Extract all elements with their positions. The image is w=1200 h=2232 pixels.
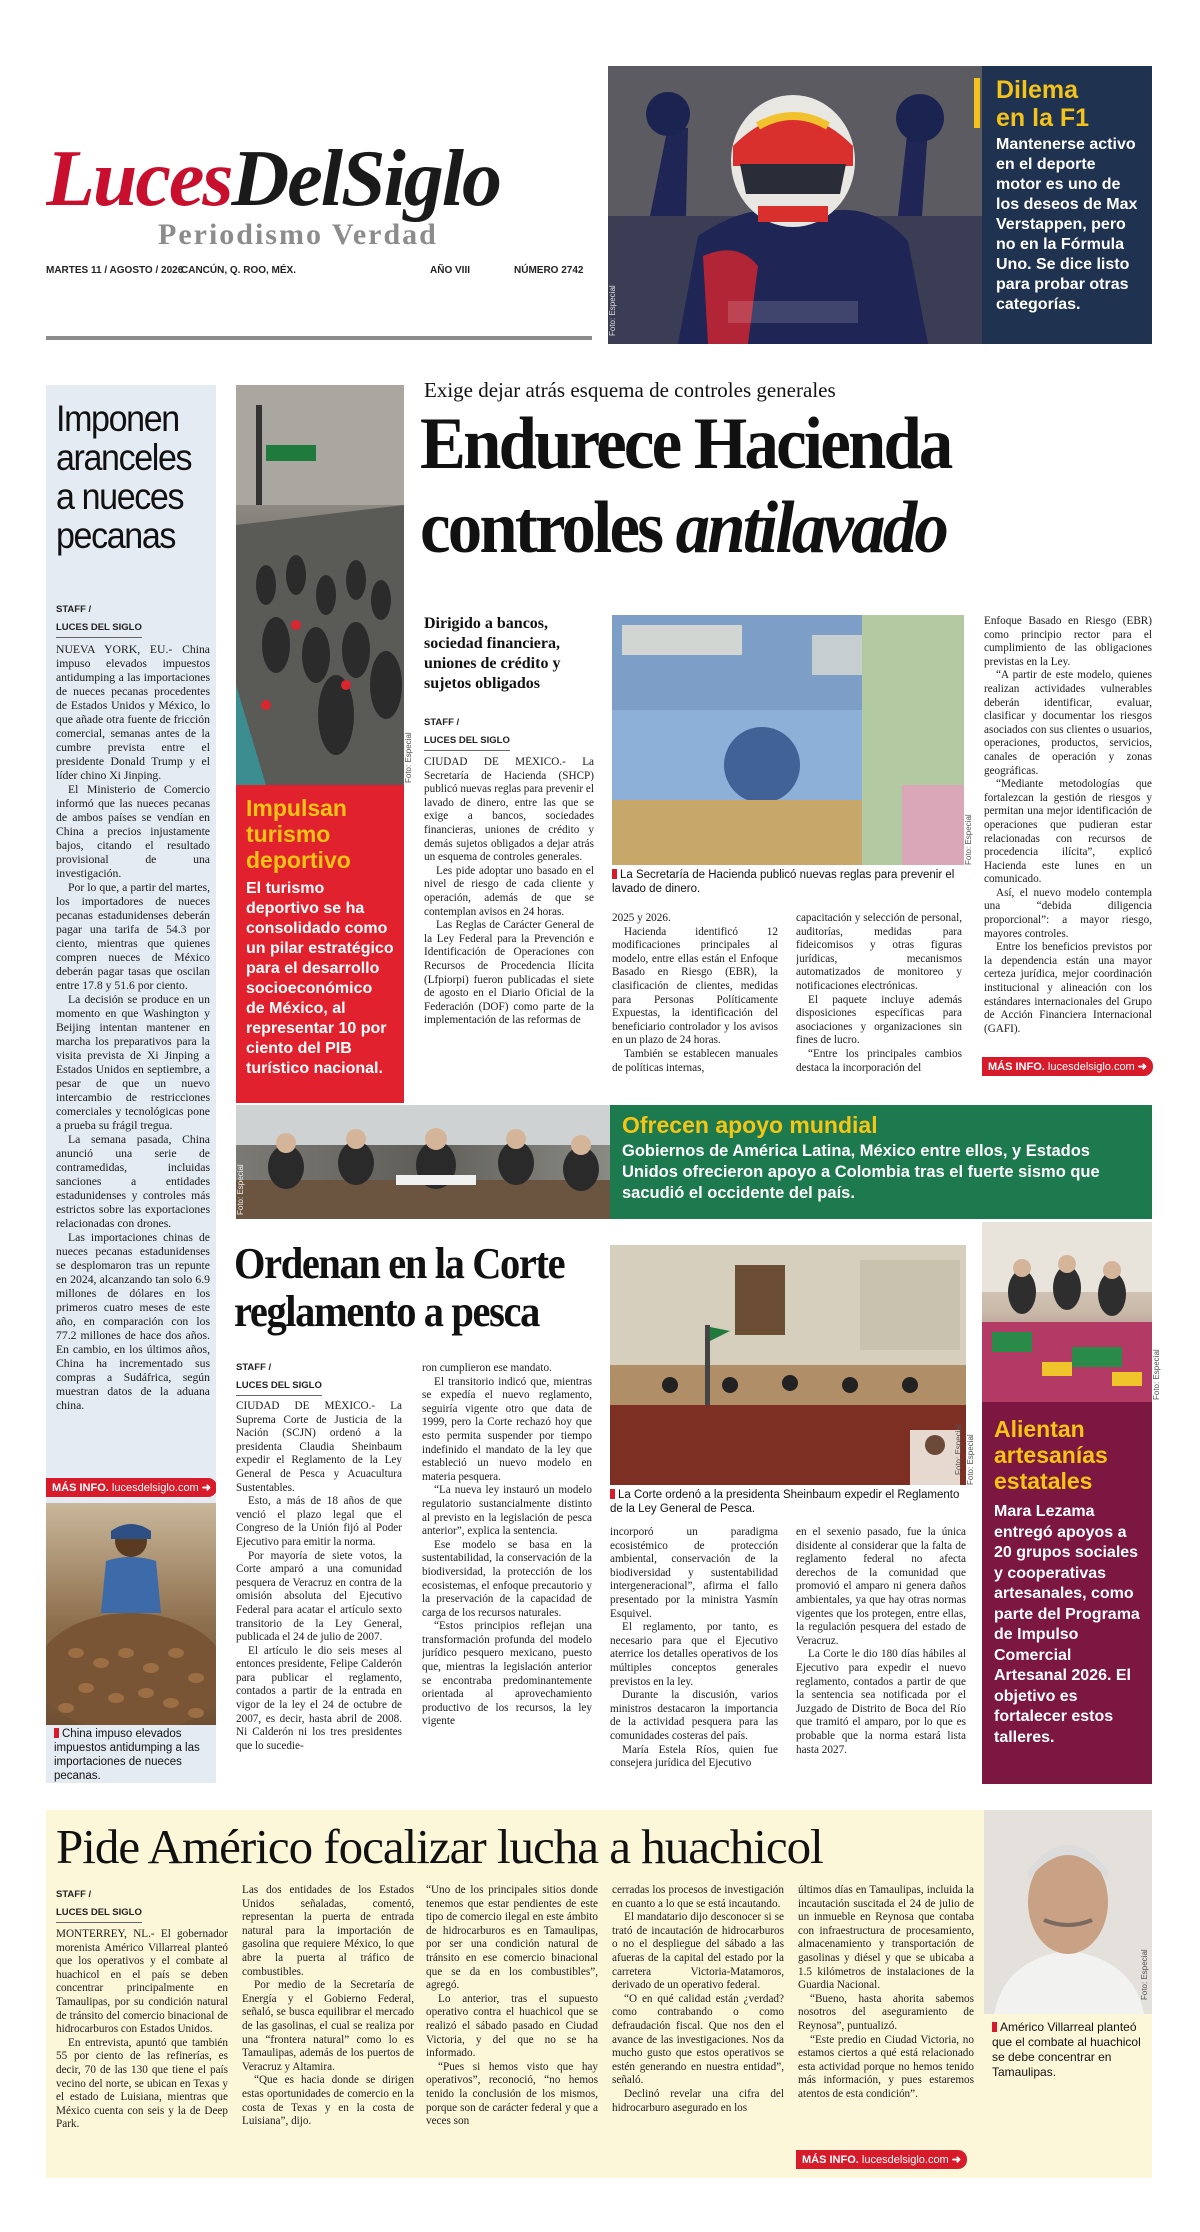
huachicol-c5-p1: últimos días en Tamaulipas, incluida la incautación suscitada el 24 de julio de un inmueble en Reynosa que contaba con infraestructura de procesamiento, almacenamiento y transportación de gasolinas y diésel y que se ubicaba a 1.5 kilómetros de instalaciones de la Guardia Nacional.	[798, 1884, 974, 1992]
corte-col-1	[236, 1400, 402, 1784]
mas-info-label: MÁS INFO.	[802, 2154, 859, 2166]
corte-caption: La Corte ordenó a la presidenta Sheinbaum expedir el Reglamento de la Ley General de Pesca.	[610, 1488, 966, 1516]
corte-c2-p5: “Estos principios reflejan una transformación profunda del modelo jurídico pesquero mexicano, puesto que, mientras la legislación anterior se encontraba predominantemente orientada al aprovechamiento productivo de los recursos, la ley vigente	[422, 1620, 592, 1728]
logo-delsiglo: DelSiglo	[231, 135, 500, 223]
masthead-rule	[46, 336, 592, 340]
huachicol-byline	[56, 1884, 142, 1923]
driver-illustration	[608, 66, 982, 344]
corte-c1-p3: Por mayoría de siete votos, la Corte amparó a una comunidad pesquera de Veracruz en contra de la omisión absoluta del Ejecutivo Federal para acatar el artículo sexto transitorio de la Ley General, publicada el 24 de julio de 2007.	[236, 1549, 402, 1644]
hacienda-c1-p2: Les pide adoptar uno basado en el nivel de riesgo de cada cliente y operación, además de que se contemplan avisos en 24 horas.	[424, 864, 594, 918]
apoyo-photo-credit: Foto: Especial	[236, 1164, 245, 1215]
aranceles-p3: Por lo que, a partir del martes, los importadores de nueces pecanas estadunidenses deberán pagar una tarifa de 54.3 por ciento, mientras que quienes compren nueces de México deberán pagar tasas que oscilan entre 17.8 y 51.6 por ciento.	[56, 881, 210, 992]
turismo-box	[236, 785, 404, 1103]
corte-credit-side	[966, 1415, 978, 1485]
billetes-credit-text: Foto: Especial	[964, 814, 973, 865]
masthead	[46, 130, 592, 345]
hacienda-c4-p5: Entre los beneficios previstos por la dependencia están una mayor certeza jurídica, mejor coordinación institucional y alineación con los estándares internacionales del Grupo de Acción Financiera Internacional (GAFI).	[984, 941, 1152, 1035]
huachicol-col-3	[426, 1884, 598, 2168]
huachicol-col-4	[612, 1884, 784, 2168]
huachicol-mas-info[interactable]: MÁS INFO. lucesdelsiglo.com ➜	[796, 2150, 967, 2169]
f1-title-1: Dilema	[996, 76, 1078, 104]
f1-photo-credit: Foto: Especial	[608, 285, 617, 336]
billetes-illustration	[612, 615, 964, 865]
marathon-illustration	[236, 385, 404, 785]
americo-caption: Américo Villarreal planteó que el combate al huachicol se debe concentrar en Tamaulipas.	[992, 2020, 1148, 2080]
aranceles-staff: STAFF /	[56, 604, 92, 615]
artesanias-illustration	[982, 1222, 1152, 1402]
huachicol-col-1	[56, 1928, 228, 2168]
apoyo-box	[610, 1105, 1152, 1219]
corte-c1-p4: El artículo le dio seis meses al entonces presidente, Felipe Calderón para publicar el reglamento, contados a partir de la entrada en vigor de la ley el 24 de octubre de 2007, es decir, hasta abril de 2008. Ni Calderón ni los tres presidentes que lo sucedie-	[236, 1644, 402, 1752]
huachicol-c1-p1: MONTERREY, NL.- El gobernador morenista Américo Villarreal planteó que los operativos y el combate al huachicol en el país se deben concentrar principalmente en Tamaulipas, por su condición natural de tránsito del comercio binacional de hidrocarburos con Estados Unidos.	[56, 1928, 228, 2036]
hacienda-col-3	[796, 912, 962, 1104]
huachicol-col-5	[798, 1884, 974, 2144]
tagline: Periodismo Verdad	[158, 218, 438, 251]
hacienda-c4-p4: Así, el nuevo modelo contempla una “debida diligencia proporcional”: a mayor riesgo, mayores controles.	[984, 886, 1152, 940]
corte-c4-p2: La Corte le dio 180 días hábiles al Ejecutivo para expedir el nuevo reglamento, contados a partir de que la sentencia sea notificada por el Juzgado de Distrito de Boca del Río que tramitó el amparo, por lo que es probable que la norma estará lista hasta 2027.	[796, 1648, 966, 1756]
turismo-photo	[236, 385, 404, 785]
edition-date: MARTES 11 / AGOSTO / 2026	[46, 265, 184, 276]
aranceles-p5: La semana pasada, China anunció una serie de contramedidas, incluidas sanciones a entidades estadunidenses y controles más estrictos sobre las exportaciones relacionadas con drones.	[56, 1133, 210, 1230]
aranceles-p6: Las importaciones chinas de nueces pecanas estadunidenses se desplomaron tras un repunte en 2024, alcanzando tan solo 6.9 millones de dólares en los primeros cuatro meses de este año, en comparación con los 77.2 millones de hace dos años. En cambio, en los últimos años, China ha incrementado sus compras a Sudáfrica, según muestran datos de la aduana china.	[56, 1231, 210, 1412]
sala-corte-illustration	[610, 1245, 966, 1485]
corte-c2-p2: El transitorio indicó que, mientras se expedía el nuevo reglamento, seguiría vigente otro que data de 1999, pero la Corte rechazó hoy que esto permita suspender por tiempo indefinido el mandato de la ley que estableció un nuevo modelo en materia pesquera.	[422, 1375, 592, 1483]
aranceles-panel	[46, 385, 216, 1783]
corte-col-4	[796, 1526, 966, 1784]
huachicol-c4-p1: cerradas los procesos de investigación en cuanto a lo que se está incautando.	[612, 1884, 784, 1910]
reunion-illustration	[236, 1105, 610, 1219]
edition-number: NÚMERO 2742	[514, 265, 584, 276]
edition-year: AÑO VIII	[430, 265, 471, 276]
hacienda-headline-2a: controles	[420, 487, 676, 569]
hacienda-c3-p1: capacitación y selección de personal, auditorías, medidas para fideicomisos y otras figuras jurídicas, mecanismos automatizados de monitoreo y notificaciones electrónicas.	[796, 912, 962, 992]
artesanias-body: Mara Lezama entregó apoyos a 20 grupos sociales y cooperativas artesanales, como parte del Programa de Impulso Comercial Artesanal 2026. El objetivo es fortalecer estos talleres.	[994, 1503, 1140, 1746]
corte-c3-p4: María Estela Ríos, quien fue consejera jurídica del Ejecutivo	[610, 1743, 778, 1770]
corte-c3-p2: El reglamento, por tanto, es necesario para que el Ejecutivo aterrice los detalles operativos de los múltiples conceptos generales previstos en la ley.	[610, 1621, 778, 1688]
hacienda-c4-p3: “Mediante metodologías que fortalezcan la gestión de riesgos y permitan una mejor identificación de operaciones que pudieran estar relacionadas con recursos de procedencia ilícita”, explicó Hacienda este lunes en un comunicado.	[984, 778, 1152, 886]
artesanias-credit-text: Foto: Especial	[1152, 1349, 1161, 1400]
aranceles-mas-info[interactable]: MÁS INFO. lucesdelsiglo.com ➜	[46, 1478, 216, 1497]
huachicol-staff: STAFF /	[56, 1889, 92, 1900]
hacienda-c4-p2: “A partir de este modelo, quienes realizan actividades vulnerables deberán identificar, evaluar, clasificar y documentar los riesgos asociados con sus clientes o usuarios, operaciones, productos, servicios, canales de operación y zonas geográficas.	[984, 669, 1152, 777]
hacienda-c3-p2: El paquete incluye además disposiciones específicas para asociaciones y organizaciones sin fines de lucro.	[796, 993, 962, 1047]
aranceles-source: LUCES DEL SIGLO	[56, 622, 142, 638]
corte-photo	[610, 1245, 966, 1485]
corte-col-2	[422, 1362, 592, 1784]
corte-title: Ordenan en la Corte reglamento a pesca	[234, 1240, 565, 1336]
turismo-body: El turismo deportivo se ha consolidado como un pilar estratégico para el desarrollo socioeconómico de México, al representar 10 por ciento del PIB turístico nacional.	[246, 880, 394, 1077]
huachicol-c3-p2: Lo anterior, tras el supuesto operativo contra el huachicol que se realizó el sábado pasado en Ciudad Victoria, y del que no se ha informado.	[426, 1992, 598, 2060]
huachicol-col-2	[242, 1884, 414, 2168]
mas-info-label: MÁS INFO.	[52, 1482, 109, 1494]
mas-info-site: lucesdelsiglo.com	[111, 1482, 199, 1494]
corte-c2-p4: Ese modelo se basa en la sustentabilidad, la conservación de la biodiversidad, la protección de los ecosistemas, el enfoque precautorio y la preservación de la capacidad de carga de los recursos naturales.	[422, 1538, 592, 1619]
aranceles-p2: El Ministerio de Comercio informó que las nueces pecanas de ambos países se vendían en China a precios injustamente bajos, citando el resultado provisional de una investigación.	[56, 783, 210, 880]
corte-c1-p2: Esto, a más de 18 años de que venció el plazo legal que el Congreso de la Unión fijó al Poder Ejecutivo para emitir la norma.	[236, 1495, 402, 1548]
huachicol-c2-p1: Las dos entidades de los Estados Unidos señaladas, comentó, representan la puerta de entrada natural para la importación de gasolina que requiere México, lo que abre la puerta al tráfico de combustibles.	[242, 1884, 414, 1978]
americo-photo-credit: Foto: Especial	[1140, 1949, 1149, 2000]
corte-source: LUCES DEL SIGLO	[236, 1380, 322, 1396]
billetes-caption: La Secretaría de Hacienda publicó nuevas reglas para prevenir el lavado de dinero.	[612, 868, 964, 896]
artesanias-credit-side	[1152, 1330, 1164, 1400]
f1-yellow-bar	[974, 78, 980, 128]
hacienda-headline-2b: antilavado	[675, 487, 946, 569]
hacienda-c2-p1: 2025 y 2026.	[612, 912, 671, 924]
huachicol-source: LUCES DEL SIGLO	[56, 1907, 142, 1923]
hacienda-source: LUCES DEL SIGLO	[424, 735, 510, 751]
nueces-photo	[46, 1503, 216, 1725]
turismo-photo-credit-side	[404, 705, 416, 783]
huachicol-c1-p2: En entrevista, apuntó que también 55 por ciento de las refinerías, es decir, 70 de las 130 que tiene el país vecino del norte, se ubican en Texas y el estado de Luisiana, mientras que México cuenta con seis y la de Deep Park.	[56, 2036, 228, 2131]
huachicol-c5-p3: “Este predio en Ciudad Victoria, no estamos ciertos a qué está relacionado esta actividad porque no hemos tenido más información, y pues estaremos atentos de esta condición”.	[798, 2033, 974, 2100]
huachicol-title: Pide Américo focalizar lucha a huachicol	[56, 1819, 823, 1874]
logo-luces: Luces	[46, 135, 232, 223]
huachicol-c4-p3: “O en qué calidad están ¿verdad? como contrabando o como defraudación fiscal. Que nos den el avance de las investigaciones. Nos da mucho gusto que estos operativos se estén generando en nuestra entidad”, señaló.	[612, 1992, 784, 2087]
corte-byline	[236, 1357, 322, 1396]
artesanias-title: Alientan artesanías estatales	[994, 1416, 1108, 1494]
huachicol-c4-p4: Declinó revelar una cifra del hidrocarburo asegurado en los	[612, 2087, 784, 2114]
huachicol-c5-p2: “Bueno, hasta ahorita sabemos nosotros del aseguramiento de Reynosa”, puntualizó.	[798, 1992, 974, 2032]
apoyo-title: Ofrecen apoyo mundial	[622, 1112, 878, 1138]
hacienda-c2-p2: Hacienda identificó 12 modificaciones principales al modelo, entre ellas están el Enfoque Basado en Riesgo (EBR), la clasificación de clientes, medidas para Personas Políticamente Expuestas, la identificación del beneficiario controlador y los avisos en un plazo de 24 horas.	[612, 925, 778, 1047]
corte-c3-p1: incorporó un paradigma ecosistémico de protección ambiental, conservación de la biodiversidad y sustentabilidad intergeneracional”, afirma el fallo presentado por la ministra Yasmín Esquivel.	[610, 1526, 778, 1620]
aranceles-title: Imponen aranceles a nueces pecanas	[56, 398, 192, 556]
billetes-photo	[612, 615, 964, 865]
corte-c2-p3: “La nueva ley instauró un modelo regulatorio sustancialmente distinto al previsto en la legislación de pesca anterior”, explica la sentencia.	[422, 1484, 592, 1538]
apoyo-body: Gobiernos de América Latina, México entre ellos, y Estados Unidos ofrecieron apoyo a Colombia tras el fuerte sismo que sacudió el occidente del país.	[622, 1142, 1100, 1202]
corte-photo-credit: Foto: Especial	[954, 1424, 963, 1475]
logo	[46, 134, 500, 224]
huachicol-c2-p3: “Que es hacia donde se dirigen estas oportunidades de comercio en la costa de Texas y en la costa de Luisiana”, dijo.	[242, 2074, 414, 2128]
f1-photo	[608, 66, 982, 344]
artesanias-box	[982, 1402, 1152, 1784]
hacienda-staff: STAFF /	[424, 717, 460, 728]
apoyo-photo	[236, 1105, 610, 1219]
hacienda-headline-2	[420, 486, 1108, 570]
huachicol-c4-p2: El mandatario dijo desconocer si se trató de incautación de hidrocarburos o no el despliegue del sábado a las afueras de la capital del estado por la carretera Victoria-Matamoros, derivado de un operativo federal.	[612, 1911, 784, 1992]
corte-staff: STAFF /	[236, 1362, 272, 1373]
hacienda-byline	[424, 712, 510, 751]
aranceles-byline	[56, 599, 142, 638]
americo-illustration	[984, 1810, 1152, 2014]
mas-info-site: lucesdelsiglo.com	[861, 2154, 949, 2166]
nueces-caption: China impuso elevados impuestos antidumping a las importaciones de nueces pecanas.	[54, 1727, 210, 1783]
hacienda-c3-p3: “Entre los principales cambios destaca la incorporación del	[796, 1047, 962, 1074]
hacienda-col-1	[424, 756, 594, 1104]
aranceles-text	[56, 643, 210, 1471]
hacienda-mas-info[interactable]: MÁS INFO. lucesdelsiglo.com ➜	[982, 1057, 1153, 1076]
hacienda-deck: Dirigido a bancos, sociedad financiera, uniones de crédito y sujetos obligados	[424, 615, 561, 692]
huachicol-c3-p3: “Pues si hemos visto que hay operativos”, reconoció, “no hemos tenido la conclusión de los mismos, porque son de carácter federal y que a veces son	[426, 2060, 598, 2128]
mas-info-site: lucesdelsiglo.com	[1047, 1061, 1135, 1073]
huachicol-c2-p2: Por medio de la Secretaría de Energía y el Gobierno Federal, señaló, se busca equilibrar el mercado de las gasolinas, el cual se realiza por una “frontera natural” como lo es Tamaulipas, además de los puertos de Veracruz y Altamira.	[242, 1979, 414, 2073]
hacienda-col-4	[984, 615, 1152, 1061]
huachicol-c3-p1: “Uno de los principales sitios donde tenemos que estar pendientes de este tipo de comercio ilegal en este ámbito de hidrocarburos es en Tamaulipas, por ser una condición natural de tránsito en ese comercio binacional que se da en los combustibles”, agregó.	[426, 1884, 598, 1992]
nueces-illustration	[46, 1503, 216, 1725]
turismo-title: Impulsan turismo deportivo	[246, 795, 351, 873]
corte-c3-p3: Durante la discusión, varios ministros destacaron la importancia de la actividad pesquera para las comunidades costeras del país.	[610, 1689, 778, 1742]
corte-col-3	[610, 1526, 778, 1784]
corte-credit-text: Foto: Especial	[966, 1434, 975, 1485]
f1-promo-box	[982, 66, 1152, 344]
edition-city: CANCÚN, Q. ROO, MÉX.	[181, 265, 297, 276]
corte-c1-p1: CIUDAD DE MÉXICO.- La Suprema Corte de Justicia de la Nación (SCJN) ordenó a la presidenta Claudia Sheinbaum expedir el Reglamento de la Ley General de Pesca y Acuacultura Sustentables.	[236, 1400, 402, 1494]
hacienda-col-2	[612, 912, 778, 1104]
turismo-credit-text: Foto: Especial	[404, 732, 413, 783]
aranceles-p4: La decisión se produce en un momento en que Washington y Beijing intentan mantener en marcha los preparativos para la visita prevista de Xi Jinping a Estados Unidos en septiembre, a pesar de que un nuevo intercambio de restricciones comerciales y tecnológicas pone a prueba su frágil tregua.	[56, 993, 210, 1132]
aranceles-p1: NUEVA YORK, EU.- China impuso elevados impuestos antidumping a las importaciones de nueces pecanas procedentes de Estados Unidos y México, lo que añade otra fuente de fricción comercial, semanas antes de la cumbre prevista entre el presidente Donald Trump y el líder chino Xi Jinping.	[56, 643, 210, 782]
artesanias-photo	[982, 1222, 1152, 1402]
corte-c4-p1: en el sexenio pasado, fue la única disidente al considerar que la falta de reglamento federal no afecta derechos de la comunidad que promovió el amparo ni genera daños ambientales, ya que hay otras normas vigentes que los protegen, entre ellas, la regulación pesquera del estado de Veracruz.	[796, 1526, 966, 1647]
corte-c2-p1: ron cumplieron ese mandato.	[422, 1362, 552, 1374]
hacienda-headline-1: Endurece Hacienda	[420, 403, 951, 485]
hacienda-c1-p1: CIUDAD DE MÉXICO.- La Secretaría de Hacienda (SHCP) publicó nuevas reglas para prevenir el lavado de dinero, entre las que se exige a bancos, sociedades financieras, uniones de crédito y demás sujetos obligados a dejar atrás un esquema de controles generales.	[424, 756, 594, 864]
hacienda-kicker: Exige dejar atrás esquema de controles generales	[424, 378, 836, 402]
f1-title-2: en la F1	[996, 104, 1090, 132]
billetes-credit-side	[964, 795, 976, 865]
hacienda-c1-p3: Las Reglas de Carácter General de la Ley Federal para la Prevención e Identificación de Operaciones con Recursos de Procedencia Ilícita (Lfpiorpi) fueron publicadas el siete de agosto en el Diario Oficial de la Federación (DOF) como parte de la implementación de las reformas de	[424, 919, 594, 1027]
americo-photo	[984, 1810, 1152, 2014]
hacienda-c4-p1: Enfoque Basado en Riesgo (EBR) como principio rector para el cumplimiento de las obligaciones previstas en la Ley.	[984, 615, 1152, 668]
hacienda-c2-p3: También se establecen manuales de políticas internas,	[612, 1047, 778, 1074]
f1-body: Mantenerse activo en el deporte motor es uno de los deseos de Max Verstappen, pero no en la Fórmula Uno. Se dice listo para probar otras categorías.	[996, 136, 1138, 313]
mas-info-label: MÁS INFO.	[988, 1061, 1045, 1073]
